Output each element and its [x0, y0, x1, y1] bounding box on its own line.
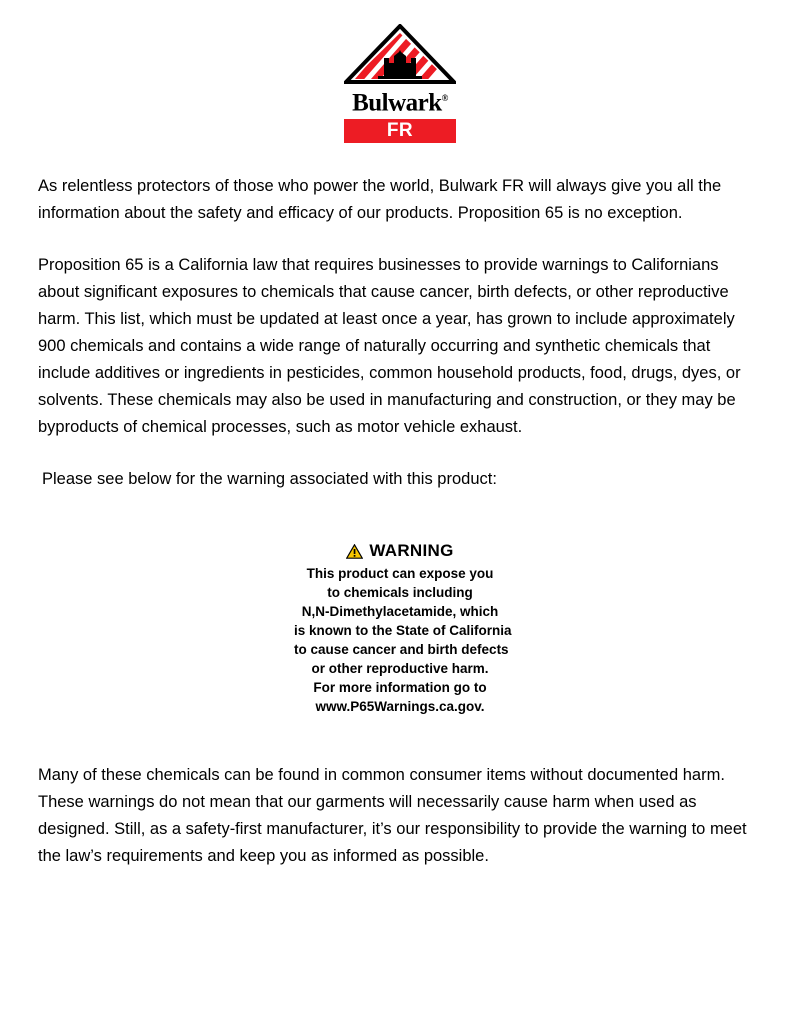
logo-block	[0, 0, 800, 143]
warning-url: www.P65Warnings.ca.gov.	[315, 699, 485, 715]
warning-line: This product can expose you	[306, 566, 494, 582]
bulwark-castle-triangle-icon	[344, 24, 456, 84]
warning-line: or other reproductive harm.	[311, 661, 489, 677]
paragraph-closing: Many of these chemicals can be found in common consumer items without documented harm. These warnings do not mean that our garments will necessarily cause harm when used as designed. Still, as a safety-first manufacturer, it’s our responsibility to provide the warning to meet the law’s requirements and keep you as informed as possible.	[38, 766, 747, 866]
paragraph-intro: As relentless protectors of those who power the world, Bulwark FR will always give you all the information about the safety and efficacy of our products. Proposition 65 is no exception.	[38, 177, 722, 223]
warning-line: N,N-Dimethylacetamide, which	[301, 604, 499, 620]
registered-mark: ®	[441, 93, 448, 103]
document-content	[0, 173, 800, 870]
warning-line: is known to the State of California	[294, 623, 512, 639]
warning-title-text: WARNING	[369, 541, 454, 561]
warning-title-row	[294, 541, 506, 560]
bulwark-fr-logo	[344, 24, 456, 143]
warning-triangle-icon	[346, 544, 363, 559]
warning-line: to cause cancer and birth defects	[294, 642, 509, 658]
warning-line: For more information go to	[313, 680, 487, 696]
paragraph-prop65-description: Proposition 65 is a California law that requires businesses to provide warnings to Californians about significant exposures to chemicals that cause cancer, birth defects, or other reproductive harm. This list, which must be updated at least once a year, has grown to include approximately 900 chemicals and contains a wide range of naturally occurring and synthetic chemicals that include additives or ingredients in pesticides, common household products, food, drugs, dyes, or solvents. These chemicals may also be used in manufacturing and construction, or they may be byproducts of chemical processes, such as motor vehicle exhaust.	[38, 256, 741, 437]
logo-fr-badge: FR	[344, 119, 456, 143]
paragraph-lead-in: Please see below for the warning associated with this product:	[42, 470, 497, 489]
warning-line: to chemicals including	[327, 585, 473, 601]
logo-wordmark	[344, 85, 456, 116]
logo-wordmark-text: Bulwark	[352, 89, 442, 117]
warning-label-block	[38, 541, 762, 716]
prop65-warning-label	[294, 541, 512, 716]
page-bottom-spacer	[0, 870, 800, 990]
